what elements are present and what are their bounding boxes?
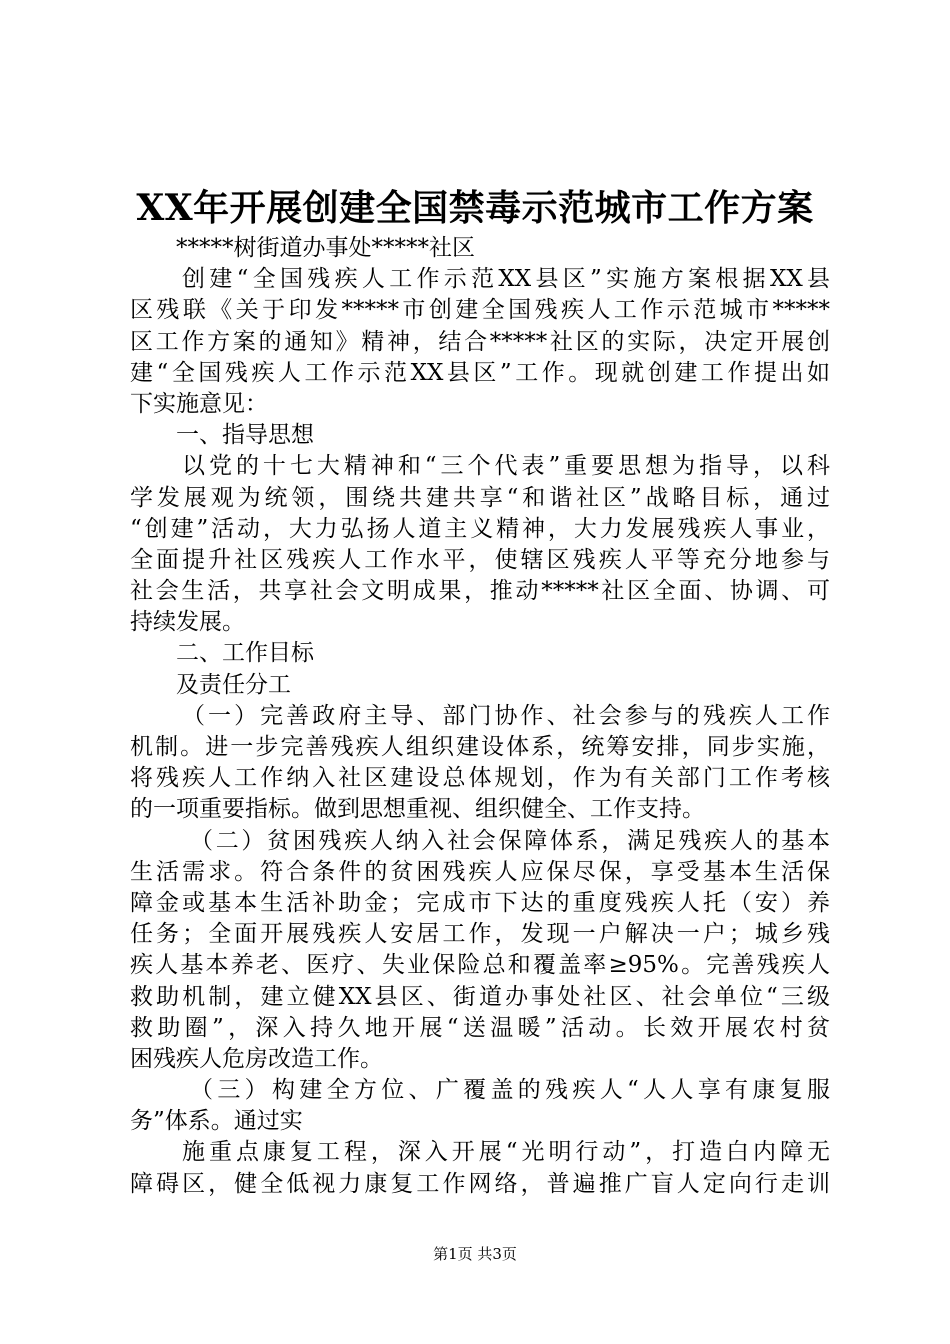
text-line: 务”体系。通过实 xyxy=(130,1108,303,1135)
text-line: 全面提升社区残疾人工作水平，使辖区残疾人平等充分地参与 xyxy=(130,546,830,573)
text-line: 施重点康复工程，深入开展“光明行动”，打造白内障无 xyxy=(182,1139,830,1166)
text-line: 障碍区，健全低视力康复工作网络，普遍推广盲人定向行走训 xyxy=(130,1170,830,1197)
text-line: （二）贫困残疾人纳入社会保障体系，满足残疾人的基本 xyxy=(190,827,830,854)
text-line: 区残联《关于印发*****市创建全国残疾人工作示范城市***** xyxy=(130,297,830,324)
document-body xyxy=(130,233,830,1200)
text-line: 社会生活，共享社会文明成果，推动*****社区全面、协调、可 xyxy=(130,578,830,605)
text-line: 及责任分工 xyxy=(176,671,291,698)
text-line: （三）构建全方位、广覆盖的残疾人“人人享有康复服 xyxy=(190,1077,830,1104)
text-line: 将残疾人工作纳入社区建设总体规划，作为有关部门工作考核 xyxy=(130,765,830,792)
text-line: “创建”活动，大力弘扬人道主义精神，大力发展残疾人事业， xyxy=(130,515,830,542)
text-line: 以党的十七大精神和“三个代表”重要思想为指导，以科 xyxy=(182,453,830,480)
text-line: 学发展观为统领，围绕共建共享“和谐社区”战略目标，通过 xyxy=(130,484,830,511)
text-line: 困残疾人危房改造工作。 xyxy=(130,1045,383,1072)
text-line: 建“全国残疾人工作示范XX县区”工作。现就创建工作提出如 xyxy=(130,359,830,386)
text-line: 机制。进一步完善残疾人组织建设体系，统筹安排，同步实施， xyxy=(130,734,830,760)
text-line: 任务；全面开展残疾人安居工作，发现一户解决一户；城乡残 xyxy=(130,921,830,948)
text-line: 障金或基本生活补助金；完成市下达的重度残疾人托（安）养 xyxy=(130,889,830,916)
text-line: 生活需求。符合条件的贫困残疾人应保尽保，享受基本生活保 xyxy=(130,858,830,885)
text-line: 疾人基本养老、医疗、失业保险总和覆盖率≥95%。完善残疾人 xyxy=(130,952,830,979)
text-line: 救助圈”，深入持久地开展“送温暖”活动。长效开展农村贫 xyxy=(130,1014,830,1041)
text-line: 区工作方案的通知》精神，结合*****社区的实际，决定开展创 xyxy=(130,328,830,355)
text-line: 的一项重要指标。做到思想重视、组织健全、工作支持。 xyxy=(130,796,705,823)
text-line: 一、指导思想 xyxy=(176,422,314,449)
document-title: XX年开展创建全国禁毒示范城市工作方案 xyxy=(136,187,814,229)
text-line: （一）完善政府主导、部门协作、社会参与的残疾人工作 xyxy=(182,702,830,729)
text-line: 下实施意见： xyxy=(130,390,268,417)
text-line: 持续发展。 xyxy=(130,609,245,636)
page-footer: 第1页 共3页 xyxy=(433,1245,517,1263)
text-line: *****树街道办事处*****社区 xyxy=(176,235,475,261)
text-line: 救助机制，建立健XX县区、街道办事处社区、社会单位“三级 xyxy=(130,983,830,1010)
text-line: 二、工作目标 xyxy=(176,640,314,667)
text-line: 创建“全国残疾人工作示范XX县区”实施方案根据XX县 xyxy=(182,266,830,293)
